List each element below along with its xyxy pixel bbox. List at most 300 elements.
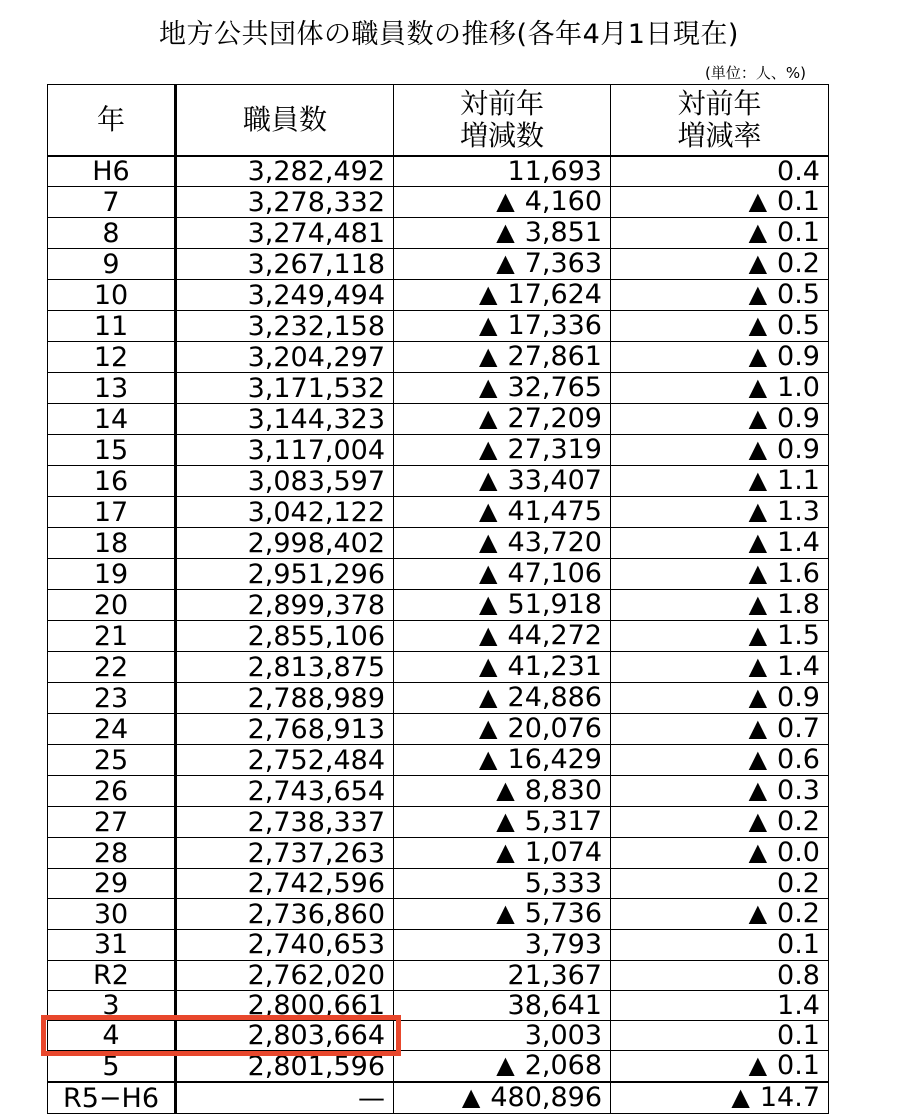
cell-year-value: R2 — [93, 960, 129, 991]
cell-rate-value: 0.6 — [777, 744, 820, 776]
table-row — [48, 342, 829, 373]
cell-staff — [176, 280, 394, 311]
negative-marker-icon: ▲ — [748, 590, 768, 619]
cell-year-value: 7 — [102, 186, 120, 218]
negative-marker-icon: ▲ — [748, 1051, 768, 1080]
table-row — [48, 745, 829, 776]
cell-diff-value: 44,272 — [507, 620, 602, 652]
cell-year — [48, 156, 176, 187]
cell-staff — [176, 497, 394, 528]
cell-rate-value: 1.0 — [777, 372, 820, 404]
table-row — [48, 960, 829, 990]
cell-rate — [611, 528, 829, 559]
negative-marker-icon: ▲ — [748, 714, 768, 743]
header-row — [48, 85, 829, 157]
cell-year-value: 16 — [93, 465, 129, 497]
cell-year — [48, 280, 176, 311]
cell-diff-value: 38,641 — [507, 990, 602, 1021]
cell-staff — [176, 156, 394, 187]
cell-rate — [611, 156, 829, 187]
cell-rate-value: 1.5 — [777, 620, 820, 652]
header-diff: 対前年 増減数 — [394, 85, 611, 157]
cell-year-value: 19 — [93, 558, 129, 590]
cell-staff-value: 2,855,106 — [247, 620, 385, 652]
cell-year-value: 29 — [93, 868, 129, 899]
table-row — [48, 404, 829, 435]
negative-marker-icon: ▲ — [748, 497, 768, 526]
negative-marker-icon: ▲ — [748, 559, 768, 588]
table-row — [48, 528, 829, 559]
table-row — [48, 280, 829, 311]
cell-rate-value: 0.1 — [777, 1050, 820, 1082]
cell-rate — [611, 838, 829, 869]
page-title: 地方公共団体の職員数の推移(各年4月1日現在) — [159, 19, 739, 50]
cell-diff — [394, 1020, 611, 1050]
cell-rate-value: 0.5 — [777, 279, 820, 311]
cell-year — [48, 528, 176, 559]
negative-marker-icon: ▲ — [496, 249, 515, 278]
table-row — [48, 311, 829, 342]
table-row — [48, 249, 829, 280]
cell-rate — [611, 990, 829, 1020]
table-row — [48, 930, 829, 960]
cell-diff — [394, 1082, 611, 1114]
cell-diff — [394, 899, 611, 930]
cell-year-value: 4 — [102, 1020, 120, 1051]
cell-rate-value: 1.8 — [777, 589, 820, 621]
cell-staff-value: 2,736,860 — [247, 898, 385, 930]
cell-staff — [176, 838, 394, 869]
cell-diff-value: 27,319 — [507, 434, 602, 466]
cell-staff — [176, 1082, 394, 1114]
negative-marker-icon: ▲ — [748, 683, 768, 712]
cell-diff — [394, 404, 611, 435]
cell-staff-value: 2,813,875 — [247, 651, 385, 683]
cell-diff-value: 5,317 — [524, 806, 602, 838]
cell-year — [48, 652, 176, 683]
cell-rate — [611, 311, 829, 342]
cell-year-value: 21 — [93, 620, 129, 652]
negative-marker-icon: ▲ — [748, 342, 768, 371]
cell-diff — [394, 652, 611, 683]
cell-rate-value: 0.1 — [777, 1020, 820, 1051]
cell-year — [48, 373, 176, 404]
cell-diff — [394, 869, 611, 899]
cell-staff — [176, 899, 394, 930]
cell-diff-value: 41,231 — [507, 651, 602, 683]
cell-diff-value: 16,429 — [507, 744, 602, 776]
cell-diff — [394, 776, 611, 807]
cell-rate-value: 0.2 — [777, 898, 820, 930]
cell-rate-value: 0.0 — [777, 837, 820, 869]
cell-year-value: 26 — [93, 775, 129, 807]
cell-year — [48, 899, 176, 930]
table-row — [48, 869, 829, 899]
cell-rate — [611, 807, 829, 838]
cell-rate — [611, 559, 829, 590]
cell-diff-value: 33,407 — [507, 465, 602, 497]
cell-year — [48, 466, 176, 497]
cell-year — [48, 807, 176, 838]
negative-marker-icon: ▲ — [496, 187, 515, 216]
cell-rate — [611, 960, 829, 990]
cell-diff — [394, 311, 611, 342]
negative-marker-icon: ▲ — [748, 776, 768, 805]
negative-marker-icon: ▲ — [748, 745, 768, 774]
table-row — [48, 590, 829, 621]
cell-rate — [611, 249, 829, 280]
cell-staff-value: 2,800,661 — [247, 990, 385, 1021]
cell-year-value: 14 — [93, 403, 129, 435]
table-row — [48, 218, 829, 249]
cell-rate — [611, 683, 829, 714]
cell-year-value: 3 — [102, 990, 120, 1021]
cell-diff — [394, 683, 611, 714]
cell-diff — [394, 373, 611, 404]
negative-marker-icon: ▲ — [748, 528, 768, 557]
cell-staff-value: 3,144,323 — [247, 403, 385, 435]
cell-rate-value: 0.4 — [777, 156, 820, 187]
cell-year-value: H6 — [92, 156, 130, 187]
cell-staff-value: 3,204,297 — [247, 341, 385, 373]
table-row — [48, 1082, 829, 1114]
cell-diff — [394, 1051, 611, 1083]
cell-diff — [394, 187, 611, 218]
cell-rate — [611, 280, 829, 311]
cell-year — [48, 342, 176, 373]
cell-diff-value: 27,861 — [507, 341, 602, 373]
cell-staff-value: 2,743,654 — [247, 775, 385, 807]
cell-rate-value: 1.4 — [777, 990, 820, 1021]
cell-rate-value: 0.8 — [777, 960, 820, 991]
cell-diff — [394, 497, 611, 528]
cell-rate-value: 0.9 — [777, 403, 820, 435]
cell-staff — [176, 869, 394, 899]
cell-diff-value: 5,333 — [524, 868, 602, 899]
table-row — [48, 899, 829, 930]
negative-marker-icon: ▲ — [748, 311, 768, 340]
cell-rate — [611, 899, 829, 930]
cell-rate-value: 14.7 — [759, 1082, 820, 1114]
cell-staff-value: 3,042,122 — [247, 496, 385, 528]
cell-rate-value: 0.2 — [777, 248, 820, 280]
cell-rate — [611, 776, 829, 807]
cell-diff — [394, 218, 611, 249]
cell-year — [48, 218, 176, 249]
cell-rate — [611, 404, 829, 435]
cell-rate — [611, 187, 829, 218]
negative-marker-icon: ▲ — [479, 311, 498, 340]
table-row — [48, 621, 829, 652]
highlight-box — [41, 1015, 401, 1055]
cell-diff — [394, 559, 611, 590]
cell-year-value: 15 — [93, 434, 129, 466]
negative-marker-icon: ▲ — [731, 1083, 750, 1112]
cell-rate — [611, 497, 829, 528]
cell-diff-value: 7,363 — [524, 248, 602, 280]
cell-diff-value: 43,720 — [507, 527, 602, 559]
negative-marker-icon: ▲ — [748, 218, 768, 247]
cell-rate — [611, 745, 829, 776]
cell-staff — [176, 373, 394, 404]
negative-marker-icon: ▲ — [479, 435, 498, 464]
negative-marker-icon: ▲ — [496, 838, 515, 867]
cell-diff — [394, 156, 611, 187]
cell-rate — [611, 652, 829, 683]
cell-diff — [394, 960, 611, 990]
cell-staff-value: 2,768,913 — [247, 713, 385, 745]
cell-staff-value: 2,737,263 — [247, 837, 385, 869]
cell-year — [48, 838, 176, 869]
cell-diff — [394, 590, 611, 621]
cell-staff — [176, 187, 394, 218]
cell-diff-value: 8,830 — [524, 775, 602, 807]
cell-year-value: 22 — [93, 651, 129, 683]
cell-staff-value: — — [358, 1082, 385, 1114]
negative-marker-icon: ▲ — [496, 1051, 515, 1080]
cell-diff — [394, 621, 611, 652]
cell-rate-value: 0.7 — [777, 713, 820, 745]
cell-rate-value: 0.2 — [777, 806, 820, 838]
cell-diff-value: 11,693 — [507, 156, 602, 187]
cell-year-value: 30 — [93, 898, 129, 930]
cell-diff-value: 51,918 — [507, 589, 602, 621]
cell-diff-value: 3,003 — [524, 1020, 602, 1051]
cell-staff-value: 2,752,484 — [247, 744, 385, 776]
cell-staff-value: 2,998,402 — [247, 527, 385, 559]
cell-diff — [394, 807, 611, 838]
cell-staff-value: 3,083,597 — [247, 465, 385, 497]
cell-rate — [611, 590, 829, 621]
staff-table — [47, 84, 829, 1114]
cell-staff — [176, 745, 394, 776]
negative-marker-icon: ▲ — [479, 404, 498, 433]
cell-rate — [611, 714, 829, 745]
negative-marker-icon: ▲ — [461, 1083, 481, 1112]
cell-staff — [176, 311, 394, 342]
cell-year-value: R5−H6 — [62, 1082, 160, 1114]
cell-staff-value: 3,267,118 — [247, 248, 385, 280]
cell-year-value: 23 — [93, 682, 129, 714]
cell-year — [48, 187, 176, 218]
cell-diff — [394, 249, 611, 280]
cell-year-value: 8 — [102, 217, 120, 249]
cell-year — [48, 776, 176, 807]
header-rate: 対前年 増減率 — [611, 85, 829, 157]
cell-staff — [176, 218, 394, 249]
negative-marker-icon: ▲ — [748, 466, 768, 495]
cell-diff-value: 21,367 — [507, 960, 602, 991]
cell-rate — [611, 373, 829, 404]
negative-marker-icon: ▲ — [479, 745, 498, 774]
cell-staff — [176, 960, 394, 990]
cell-year — [48, 249, 176, 280]
cell-rate-value: 0.9 — [777, 434, 820, 466]
cell-staff — [176, 776, 394, 807]
cell-diff-value: 2,068 — [524, 1050, 602, 1082]
negative-marker-icon: ▲ — [748, 652, 768, 681]
cell-staff — [176, 652, 394, 683]
cell-rate-value: 1.6 — [777, 558, 820, 590]
cell-rate-value: 0.1 — [777, 929, 820, 961]
cell-year-value: 9 — [102, 248, 120, 280]
cell-staff — [176, 404, 394, 435]
negative-marker-icon: ▲ — [479, 714, 498, 743]
cell-diff-value: 32,765 — [507, 372, 602, 404]
cell-year-value: 17 — [93, 496, 129, 528]
cell-staff — [176, 342, 394, 373]
cell-diff — [394, 838, 611, 869]
cell-rate — [611, 621, 829, 652]
cell-year-value: 18 — [93, 527, 129, 559]
cell-diff — [394, 745, 611, 776]
cell-staff-value: 2,738,337 — [247, 806, 385, 838]
cell-year-value: 31 — [93, 929, 129, 961]
negative-marker-icon: ▲ — [479, 497, 498, 526]
cell-rate — [611, 218, 829, 249]
cell-rate — [611, 435, 829, 466]
cell-year — [48, 930, 176, 960]
cell-staff-value: 3,274,481 — [247, 217, 385, 249]
table-row — [48, 466, 829, 497]
cell-staff-value: 3,232,158 — [247, 310, 385, 342]
cell-diff-value: 24,886 — [507, 682, 602, 714]
unit-note: (単位：人、%) — [705, 64, 806, 82]
cell-diff — [394, 435, 611, 466]
cell-diff-value: 17,336 — [507, 310, 602, 342]
cell-staff-value: 2,801,596 — [247, 1050, 385, 1082]
cell-diff-value: 17,624 — [507, 279, 602, 311]
table-row — [48, 373, 829, 404]
cell-diff-value: 5,736 — [524, 898, 602, 930]
cell-year — [48, 404, 176, 435]
cell-rate-value: 1.3 — [777, 496, 820, 528]
cell-staff-value: 2,762,020 — [247, 960, 385, 991]
cell-rate-value: 0.3 — [777, 775, 820, 807]
cell-year — [48, 621, 176, 652]
cell-year — [48, 683, 176, 714]
cell-staff-value: 2,742,596 — [247, 868, 385, 899]
cell-diff-value: 20,076 — [507, 713, 602, 745]
cell-staff — [176, 930, 394, 960]
cell-rate-value: 0.5 — [777, 310, 820, 342]
cell-staff — [176, 807, 394, 838]
cell-staff-value: 3,249,494 — [247, 279, 385, 311]
cell-staff — [176, 683, 394, 714]
table-row — [48, 187, 829, 218]
cell-staff — [176, 590, 394, 621]
cell-staff-value: 2,803,664 — [247, 1020, 385, 1051]
header-staff: 職員数 — [176, 85, 394, 157]
cell-diff — [394, 280, 611, 311]
cell-year — [48, 497, 176, 528]
negative-marker-icon: ▲ — [748, 435, 768, 464]
cell-staff-value: 3,171,532 — [247, 372, 385, 404]
cell-year — [48, 435, 176, 466]
negative-marker-icon: ▲ — [479, 590, 498, 619]
negative-marker-icon: ▲ — [748, 373, 768, 402]
cell-staff — [176, 621, 394, 652]
cell-year-value: 12 — [93, 341, 129, 373]
negative-marker-icon: ▲ — [496, 776, 515, 805]
cell-staff-value: 2,788,989 — [247, 682, 385, 714]
cell-rate-value: 1.1 — [777, 465, 820, 497]
negative-marker-icon: ▲ — [496, 899, 515, 928]
cell-year — [48, 590, 176, 621]
table-row — [48, 435, 829, 466]
cell-rate — [611, 1051, 829, 1083]
negative-marker-icon: ▲ — [479, 342, 498, 371]
cell-year-value: 28 — [93, 837, 129, 869]
cell-rate — [611, 1082, 829, 1114]
negative-marker-icon: ▲ — [748, 838, 768, 867]
cell-staff — [176, 466, 394, 497]
cell-staff-value: 3,117,004 — [247, 434, 385, 466]
cell-year — [48, 311, 176, 342]
cell-diff-value: 480,896 — [490, 1082, 602, 1114]
cell-year-value: 5 — [102, 1050, 120, 1082]
negative-marker-icon: ▲ — [748, 621, 768, 650]
negative-marker-icon: ▲ — [748, 807, 768, 836]
cell-staff — [176, 559, 394, 590]
cell-rate — [611, 1020, 829, 1050]
cell-staff-value: 2,899,378 — [247, 589, 385, 621]
cell-year-value: 27 — [93, 806, 129, 838]
cell-year-value: 13 — [93, 372, 129, 404]
cell-staff — [176, 435, 394, 466]
cell-rate-value: 0.9 — [777, 682, 820, 714]
table-row — [48, 776, 829, 807]
negative-marker-icon: ▲ — [479, 621, 498, 650]
cell-rate — [611, 930, 829, 960]
negative-marker-icon: ▲ — [479, 373, 498, 402]
cell-diff — [394, 342, 611, 373]
table-body — [48, 156, 829, 1114]
cell-rate-value: 0.9 — [777, 341, 820, 373]
table-row — [48, 497, 829, 528]
negative-marker-icon: ▲ — [748, 404, 768, 433]
cell-year-value: 10 — [93, 279, 129, 311]
cell-staff-value: 3,282,492 — [247, 156, 385, 187]
cell-diff-value: 41,475 — [507, 496, 602, 528]
cell-rate-value: 1.4 — [777, 651, 820, 683]
cell-diff — [394, 714, 611, 745]
cell-rate-value: 0.1 — [777, 186, 820, 218]
cell-rate-value: 0.2 — [777, 868, 820, 899]
cell-rate-value: 1.4 — [777, 527, 820, 559]
cell-staff-value: 2,951,296 — [247, 558, 385, 590]
cell-staff — [176, 528, 394, 559]
negative-marker-icon: ▲ — [479, 683, 498, 712]
negative-marker-icon: ▲ — [748, 249, 768, 278]
negative-marker-icon: ▲ — [479, 652, 498, 681]
cell-diff — [394, 466, 611, 497]
table-row — [48, 838, 829, 869]
negative-marker-icon: ▲ — [748, 187, 768, 216]
cell-diff-value: 1,074 — [524, 837, 602, 869]
table-row — [48, 652, 829, 683]
cell-rate — [611, 466, 829, 497]
cell-rate-value: 0.1 — [777, 217, 820, 249]
cell-year — [48, 869, 176, 899]
table-row — [48, 559, 829, 590]
cell-staff-value: 3,278,332 — [247, 186, 385, 218]
negative-marker-icon: ▲ — [496, 807, 515, 836]
cell-year — [48, 714, 176, 745]
cell-year — [48, 745, 176, 776]
header-year: 年 — [48, 85, 176, 157]
cell-diff-value: 27,209 — [507, 403, 602, 435]
